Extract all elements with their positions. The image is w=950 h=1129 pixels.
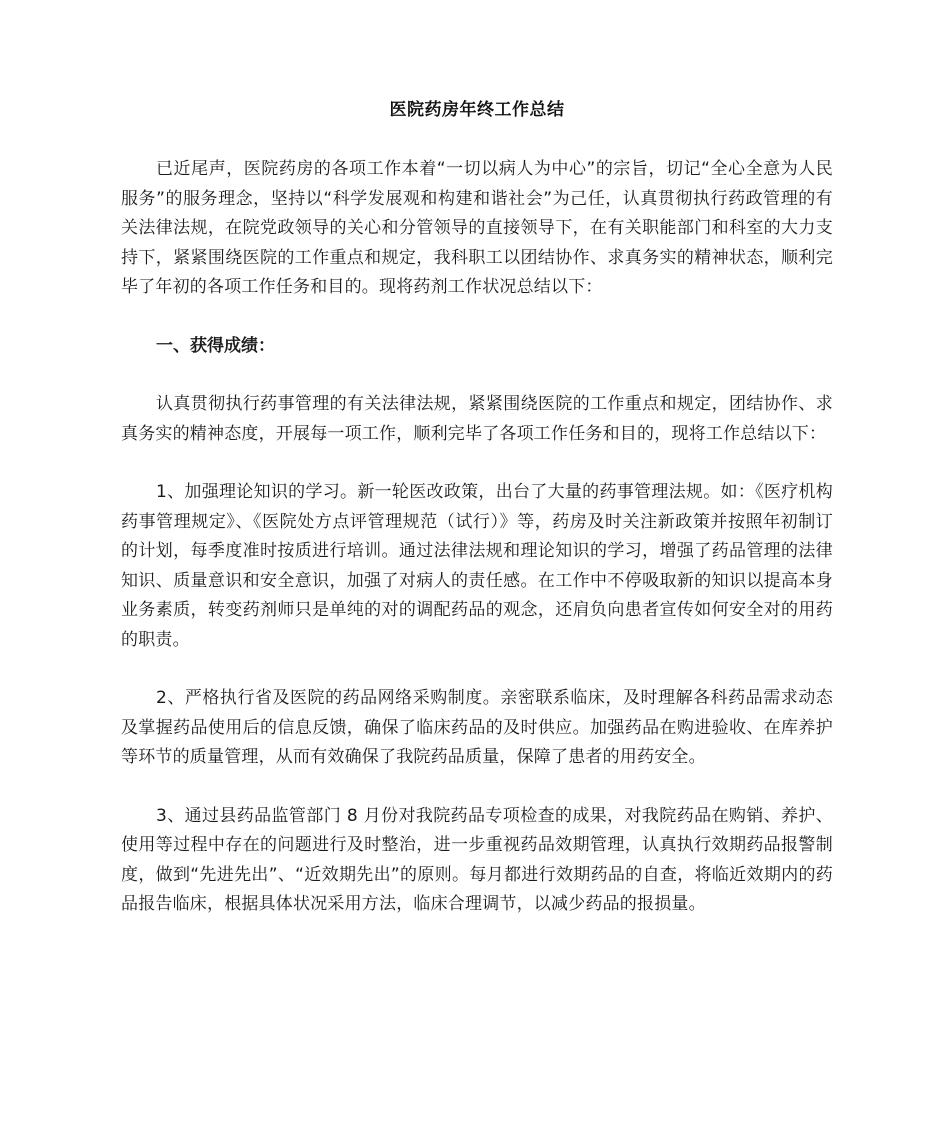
section-summary-paragraph: 认真贯彻执行药事管理的有关法律法规，紧紧围绕医院的工作重点和规定，团结协作、求真务实的精神态度，开展每一项工作，顺利完毕了各项工作任务和目的，现将工作总结以下： [121, 394, 833, 444]
spacer [121, 124, 833, 155]
spacer [121, 303, 833, 332]
document-title: 医院药房年终工作总结 [389, 100, 565, 120]
spacer [121, 449, 833, 478]
section-heading: 一、获得成绩： [156, 335, 275, 356]
spacer [121, 361, 833, 390]
spacer [121, 773, 833, 802]
document-body [121, 96, 833, 920]
item-1-paragraph: 1、加强理论知识的学习。新一轮医改政策，出台了大量的药事管理法规。如：《医疗机构药事管理规定》、《医院处方点评管理规范（试行）》等，药房及时关注新政策并按照年初制订的计划，每季度准时按质进行培训。通过法律法规和理论知识的学习，增强了药品管理的法律知识、质量意识和安全意识，加强了对病人的责任感。在工作中不停吸取新的知识以提高本身业务素质，转变药剂师只是单纯的对的调配药品的观念，还肩负向患者宣传如何安全对的用药的职责。 [121, 482, 833, 650]
item-2-paragraph: 2、严格执行省及医院的药品网络采购制度。亲密联系临床，及时理解各科药品需求动态及掌握药品使用后的信息反馈，确保了临床药品的及时供应。加强药品在购进验收、在库养护等环节的质量管理，从而有效确保了我院药品质量，保障了患者的用药安全。 [121, 688, 833, 767]
spacer [121, 655, 833, 684]
item-3-paragraph: 3、通过县药品监管部门 8 月份对我院药品专项检查的成果，对我院药品在购销、养护、使用等过程中存在的问题进行及时整治，进一步重视药品效期管理，认真执行效期药品报警制度，做到“先进先出”、“近效期先出”的原则。每月都进行效期药品的自查，将临近效期内的药品报告临床，根据具体状况采用方法，临床合理调节，以减少药品的报损量。 [121, 805, 833, 914]
intro-paragraph: 已近尾声，医院药房的各项工作本着“一切以病人为中心”的宗旨，切记“全心全意为人民服务”的服务理念，坚持以“科学发展观和构建和谐社会”为己任，认真贯彻执行药政管理的有关法律法规，在院党政领导的关心和分管领导的直接领导下，在有关职能部门和科室的大力支持下，紧紧围绕医院的工作重点和规定，我科职工以团结协作、求真务实的精神状态，顺利完毕了年初的各项工作任务和目的。现将药剂工作状况总结以下： [121, 159, 833, 297]
